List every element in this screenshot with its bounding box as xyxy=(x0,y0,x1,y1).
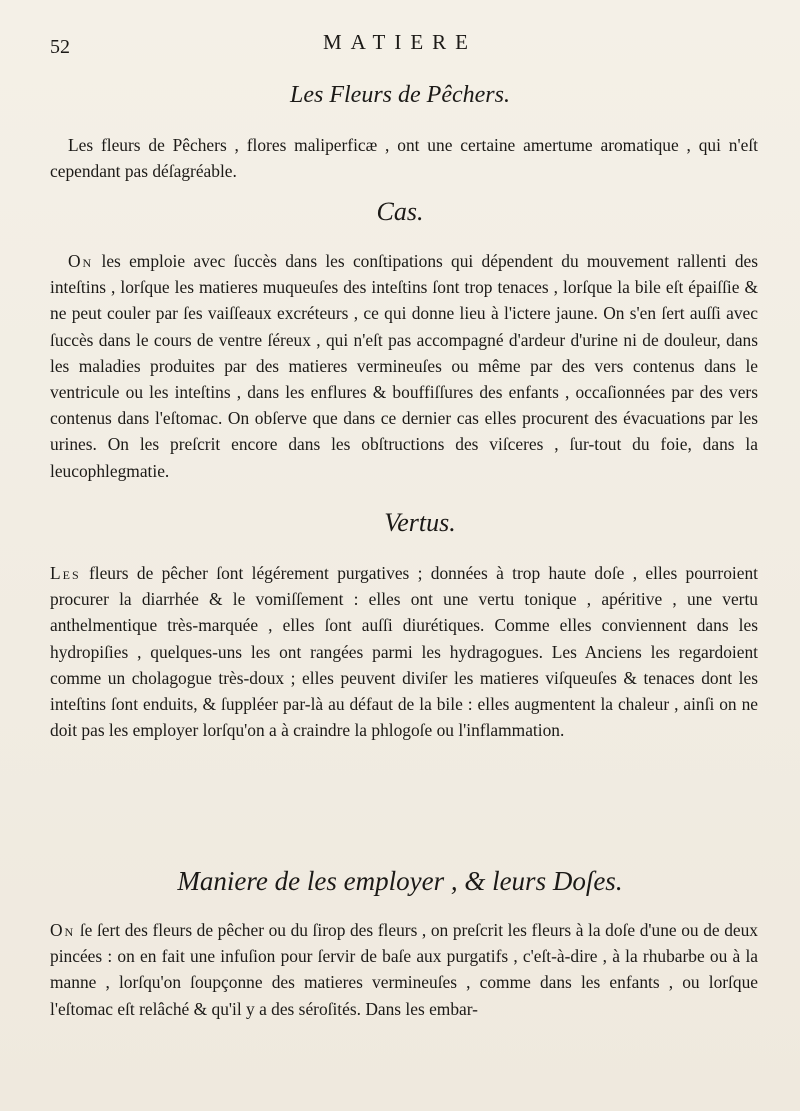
maniere-first-word: On xyxy=(50,920,76,940)
running-head: MATIERE xyxy=(323,30,477,54)
intro-paragraph: Les fleurs de Pêchers , flores maliperficæ , ont une certaine amertume aromatique , qui n'eſt cependant pas déſagréable. xyxy=(50,135,758,182)
maniere-paragraph xyxy=(50,917,758,1022)
cas-text: les emploie avec ſuccès dans les conſtipations qui dépendent du mouvement rallenti des inteſtins , lorſque les matieres muqueuſes des inteſtins ſont trop tenaces , lorſque la bile eſt épaiſſie & ne peut couler par ſes vaiſſeaux excréteurs , ce qui donne lieu à l'ictere jaune. On s'en ſert auſſi avec ſuccès dans le cours de ventre ſéreux , qui n'eſt pas accompagné d'ardeur d'urine ni de douleur, dans les maladies produites par des matieres vermineuſes ou même par des vers contenus dans le ventricule ou les inteſtins , dans les enflures & bouffiſſures des enfants , occaſionnées par des vers contenus dans l'eſtomac. On obſerve que dans ce dernier cas elles procurent des évacuations par les urines. On les preſcrit encore dans les obſtructions des viſceres , ſur-tout du foie, dans la leucophlegmatie. xyxy=(50,251,758,481)
maniere-text: ſe ſert des fleurs de pêcher ou du ſirop des fleurs , on preſcrit les fleurs à la doſe d'une ou de deux pincées : on en fait une infuſion pour ſervir de baſe aux purgatifs , c'eſt-à-dire , à la rhubarbe ou à la manne , lorſqu'on ſoupçonne des matieres vermineuſes , comme dans les enfants , ou lorſque l'eſtomac eſt relâché & qu'il y a des séroſités. Dans les embar- xyxy=(50,920,758,1019)
cas-first-word: On xyxy=(68,251,94,271)
section-title: Les Fleurs de Pêchers. xyxy=(290,82,510,108)
cas-paragraph xyxy=(50,248,758,484)
vertus-heading: Vertus. xyxy=(384,508,456,537)
vertus-text: fleurs de pêcher ſont légérement purgatives ; données à trop haute doſe , elles pourroient procurer la diarrhée & le vomiſſement : elles ont une vertu tonique , apéritive , une vertu anthelmentique très-marquée , elles ſont auſſi diurétiques. Comme elles conviennent dans les hydropiſies , quelques-uns les ont rangées parmi les hydragogues. Les Anciens les regardoient comme un cholagogue très-doux ; elles peuvent diviſer les matieres viſqueuſes & tenaces dont les inteſtins ſont enduits, & ſuppléer par-là au défaut de la bile : elles augmentent la chaleur , ainſi on ne doit pas les employer lorſqu'on a à craindre la phlogoſe ou l'inflammation. xyxy=(50,563,758,741)
cas-heading: Cas. xyxy=(376,197,424,226)
vertus-paragraph xyxy=(50,560,758,743)
page-number: 52 xyxy=(50,36,70,58)
maniere-heading: Maniere de les employer , & leurs Doſes. xyxy=(177,866,623,896)
vertus-first-word: Les xyxy=(50,563,81,583)
